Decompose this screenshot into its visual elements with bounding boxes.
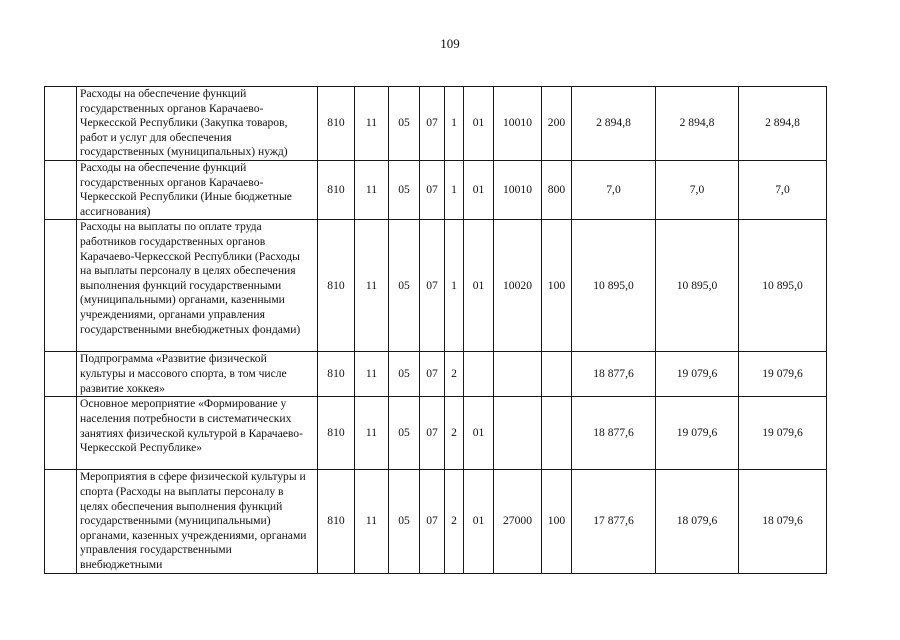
sum3-cell: 19 079,6: [739, 352, 827, 397]
code4-cell: [494, 397, 542, 470]
ved-cell: 810: [318, 397, 355, 470]
table-row: [45, 160, 827, 219]
table-row: [45, 87, 827, 161]
code3-cell: 01: [464, 397, 494, 470]
budget-table: [44, 86, 827, 574]
sum1-cell: 18 877,6: [572, 397, 656, 470]
sum1-cell: 18 877,6: [572, 352, 656, 397]
ved-cell: 810: [318, 87, 355, 161]
name-cell: Основное мероприятие «Формирование у населения потребности в систематических занятиях физической культурой в Карачаево-Черкесской Республике»: [77, 397, 318, 470]
name-cell: Подпрограмма «Развитие физической культуры и массового спорта, в том числе развитие хоккея»: [77, 352, 318, 397]
rz-cell: 11: [355, 470, 389, 573]
code3-cell: [464, 352, 494, 397]
pr-cell: 05: [389, 470, 420, 573]
name-cell: Мероприятия в сфере физической культуры и спорта (Расходы на выплаты персоналу в целях обеспечения выполнения функций государственными (муниципальными) органами, казенных учреждениями, органами управления государственными внебюджетными: [77, 470, 318, 573]
pr-cell: 05: [389, 160, 420, 219]
page-number: 109: [440, 36, 460, 51]
sum3-cell: 7,0: [739, 160, 827, 219]
code3-cell: 01: [464, 470, 494, 573]
code1-cell: 07: [420, 397, 445, 470]
code1-cell: 07: [420, 470, 445, 573]
vr-cell: 200: [542, 87, 572, 161]
rz-cell: 11: [355, 397, 389, 470]
code2-cell: 1: [445, 160, 464, 219]
code4-cell: 27000: [494, 470, 542, 573]
sum3-cell: 10 895,0: [739, 220, 827, 352]
code3-cell: 01: [464, 160, 494, 219]
code2-cell: 2: [445, 397, 464, 470]
code2-cell: 1: [445, 220, 464, 352]
code3-cell: 01: [464, 220, 494, 352]
code4-cell: [494, 352, 542, 397]
vr-cell: 100: [542, 220, 572, 352]
sum2-cell: 18 079,6: [656, 470, 739, 573]
sum3-cell: 19 079,6: [739, 397, 827, 470]
sum3-cell: 18 079,6: [739, 470, 827, 573]
code4-cell: 10010: [494, 87, 542, 161]
code1-cell: 07: [420, 160, 445, 219]
table-row: [45, 470, 827, 573]
code1-cell: 07: [420, 352, 445, 397]
empty-cell: [45, 470, 77, 573]
code2-cell: 2: [445, 352, 464, 397]
vr-cell: [542, 397, 572, 470]
empty-cell: [45, 160, 77, 219]
sum2-cell: 2 894,8: [656, 87, 739, 161]
name-cell: Расходы на выплаты по оплате труда работников государственных органов Карачаево-Черкесской Республики (Расходы на выплаты персоналу в целях обеспечения выполнения функций государственными (муниципальными) органами, казенными учреждениями, органами управления государственными внебюджетных фондами): [77, 220, 318, 352]
ved-cell: 810: [318, 470, 355, 573]
code4-cell: 10020: [494, 220, 542, 352]
empty-cell: [45, 220, 77, 352]
sum1-cell: 10 895,0: [572, 220, 656, 352]
vr-cell: 800: [542, 160, 572, 219]
rz-cell: 11: [355, 220, 389, 352]
code1-cell: 07: [420, 220, 445, 352]
vr-cell: [542, 352, 572, 397]
pr-cell: 05: [389, 397, 420, 470]
name-cell: Расходы на обеспечение функций государственных органов Карачаево-Черкесской Республики (Закупка товаров, работ и услуг для обеспечения государственных (муниципальных) нужд): [77, 87, 318, 161]
pr-cell: 05: [389, 87, 420, 161]
empty-cell: [45, 87, 77, 161]
table-row: [45, 397, 827, 470]
rz-cell: 11: [355, 87, 389, 161]
pr-cell: 05: [389, 220, 420, 352]
sum2-cell: 10 895,0: [656, 220, 739, 352]
sum1-cell: 17 877,6: [572, 470, 656, 573]
name-cell: Расходы на обеспечение функций государственных органов Карачаево-Черкесской Республики (Иные бюджетные ассигнования): [77, 160, 318, 219]
sum3-cell: 2 894,8: [739, 87, 827, 161]
sum1-cell: 2 894,8: [572, 87, 656, 161]
sum1-cell: 7,0: [572, 160, 656, 219]
sum2-cell: 19 079,6: [656, 397, 739, 470]
sum2-cell: 7,0: [656, 160, 739, 219]
rz-cell: 11: [355, 352, 389, 397]
vr-cell: 100: [542, 470, 572, 573]
rz-cell: 11: [355, 160, 389, 219]
table-row: [45, 352, 827, 397]
code4-cell: 10010: [494, 160, 542, 219]
code3-cell: 01: [464, 87, 494, 161]
ved-cell: 810: [318, 160, 355, 219]
ved-cell: 810: [318, 220, 355, 352]
empty-cell: [45, 397, 77, 470]
table-row: [45, 220, 827, 352]
code1-cell: 07: [420, 87, 445, 161]
code2-cell: 2: [445, 470, 464, 573]
empty-cell: [45, 352, 77, 397]
sum2-cell: 19 079,6: [656, 352, 739, 397]
pr-cell: 05: [389, 352, 420, 397]
code2-cell: 1: [445, 87, 464, 161]
ved-cell: 810: [318, 352, 355, 397]
